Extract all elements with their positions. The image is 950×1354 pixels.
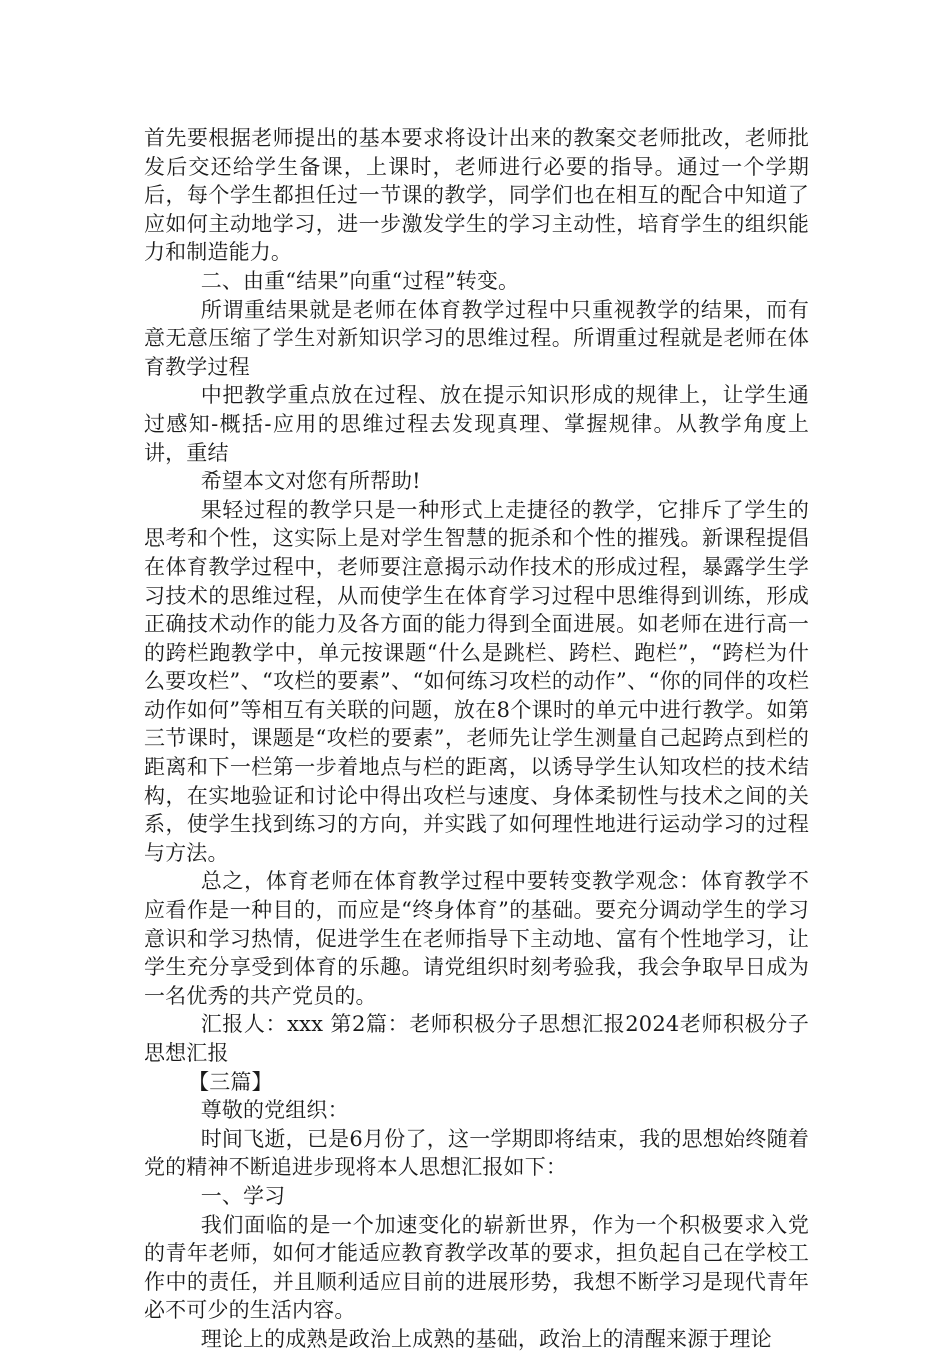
section-heading-study: 一、学习: [200, 1183, 286, 1208]
reporter-line: 汇报人：xxx 第2篇：老师积极分子思想汇报2024老师积极分子思想汇报: [144, 1012, 809, 1065]
section-heading-result-to-process: 二、由重“结果”向重“过程”转变。: [200, 268, 520, 293]
paragraph-hurdle-example: 果轻过程的教学只是一种形式上走捷径的教学，它排斥了学生的思考和个性，这实际上是对学生智慧的扼杀和个性的摧残。新课程提倡在体育教学过程中，老师要注意揭示动作技术的形成过程，暴露学生学习技术的思维过程，从而使学生在体育学习过程中思维得到训练，形成正确技术动作的能力及各方面的能力得到全面进展。如老师在进行高一的跨栏跑教学中，单元按课题“什么是跳栏、跨栏、跑栏”，“跨栏为什么要攻栏”、“攻栏的要素”、“如何练习攻栏的动作”、“你的同伴的攻栏动作如何”等相互有关联的问题，放在8个课时的单元中进行教学。如第三节课时，课题是“攻栏的要素”，老师先让学生测量自己起跨点到栏的距离和下一栏第一步着地点与栏的距离，以诱导学生认知攻栏的技术结构，在实地验证和讨论中得出攻栏与速度、身体柔韧性与技术之间的关系，使学生找到练习的方向，并实践了如何理性地进行运动学习的过程与方法。: [144, 497, 809, 865]
paragraph-conclusion: 总之，体育老师在体育教学过程中要转变教学观念：体育教学不应看作是一种目的，而应是“终身体育”的基础。要充分调动学生的学习意识和学习热情，促进学生在老师指导下主动地、富有个性地学习，让学生充分享受到体育的乐趣。请党组织时刻考验我，我会争取早日成为一名优秀的共产党员的。: [144, 869, 809, 1008]
paragraph-helpful-note: 希望本文对您有所帮助!: [200, 469, 421, 494]
section-marker-three-parts: 【三篇】: [188, 1069, 273, 1094]
paragraph-result-definition: 所谓重结果就是老师在体育教学过程中只重视教学的结果，而有意无意压缩了学生对新知识学习的思维过程。所谓重过程就是老师在体育教学过程: [144, 297, 809, 379]
salutation: 尊敬的党组织：: [200, 1098, 349, 1123]
paragraph-theory-maturity: 理论上的成熟是政治上成熟的基础，政治上的清醒来源于理论: [200, 1326, 772, 1351]
paragraph-process-definition: 中把教学重点放在过程、放在提示知识形成的规律上，让学生通过感知-概括-应用的思维过程去发现真理、掌握规律。从教学角度上讲，重结: [144, 383, 809, 465]
paragraph-intro-continuation: 首先要根据老师提出的基本要求将设计出来的教案交老师批改，老师批发后交还给学生备课，上课时，老师进行必要的指导。通过一个学期后，每个学生都担任过一节课的教学，同学们也在相互的配合中知道了应如何主动地学习，进一步激发学生的学习主动性，培育学生的组织能力和制造能力。: [144, 126, 809, 265]
document-body: [144, 124, 809, 1354]
paragraph-time-flies: 时间飞逝，已是6月份了，这一学期即将结束，我的思想始终随着党的精神不断追进步现将本人思想汇报如下：: [144, 1126, 809, 1180]
paragraph-changing-world: 我们面临的是一个加速变化的崭新世界，作为一个积极要求入党的青年老师，如何才能适应教育教学改革的要求，担负起自己在学校工作中的责任，并且顺利适应目前的进展形势，我想不断学习是现代青年必不可少的生活内容。: [144, 1212, 809, 1323]
